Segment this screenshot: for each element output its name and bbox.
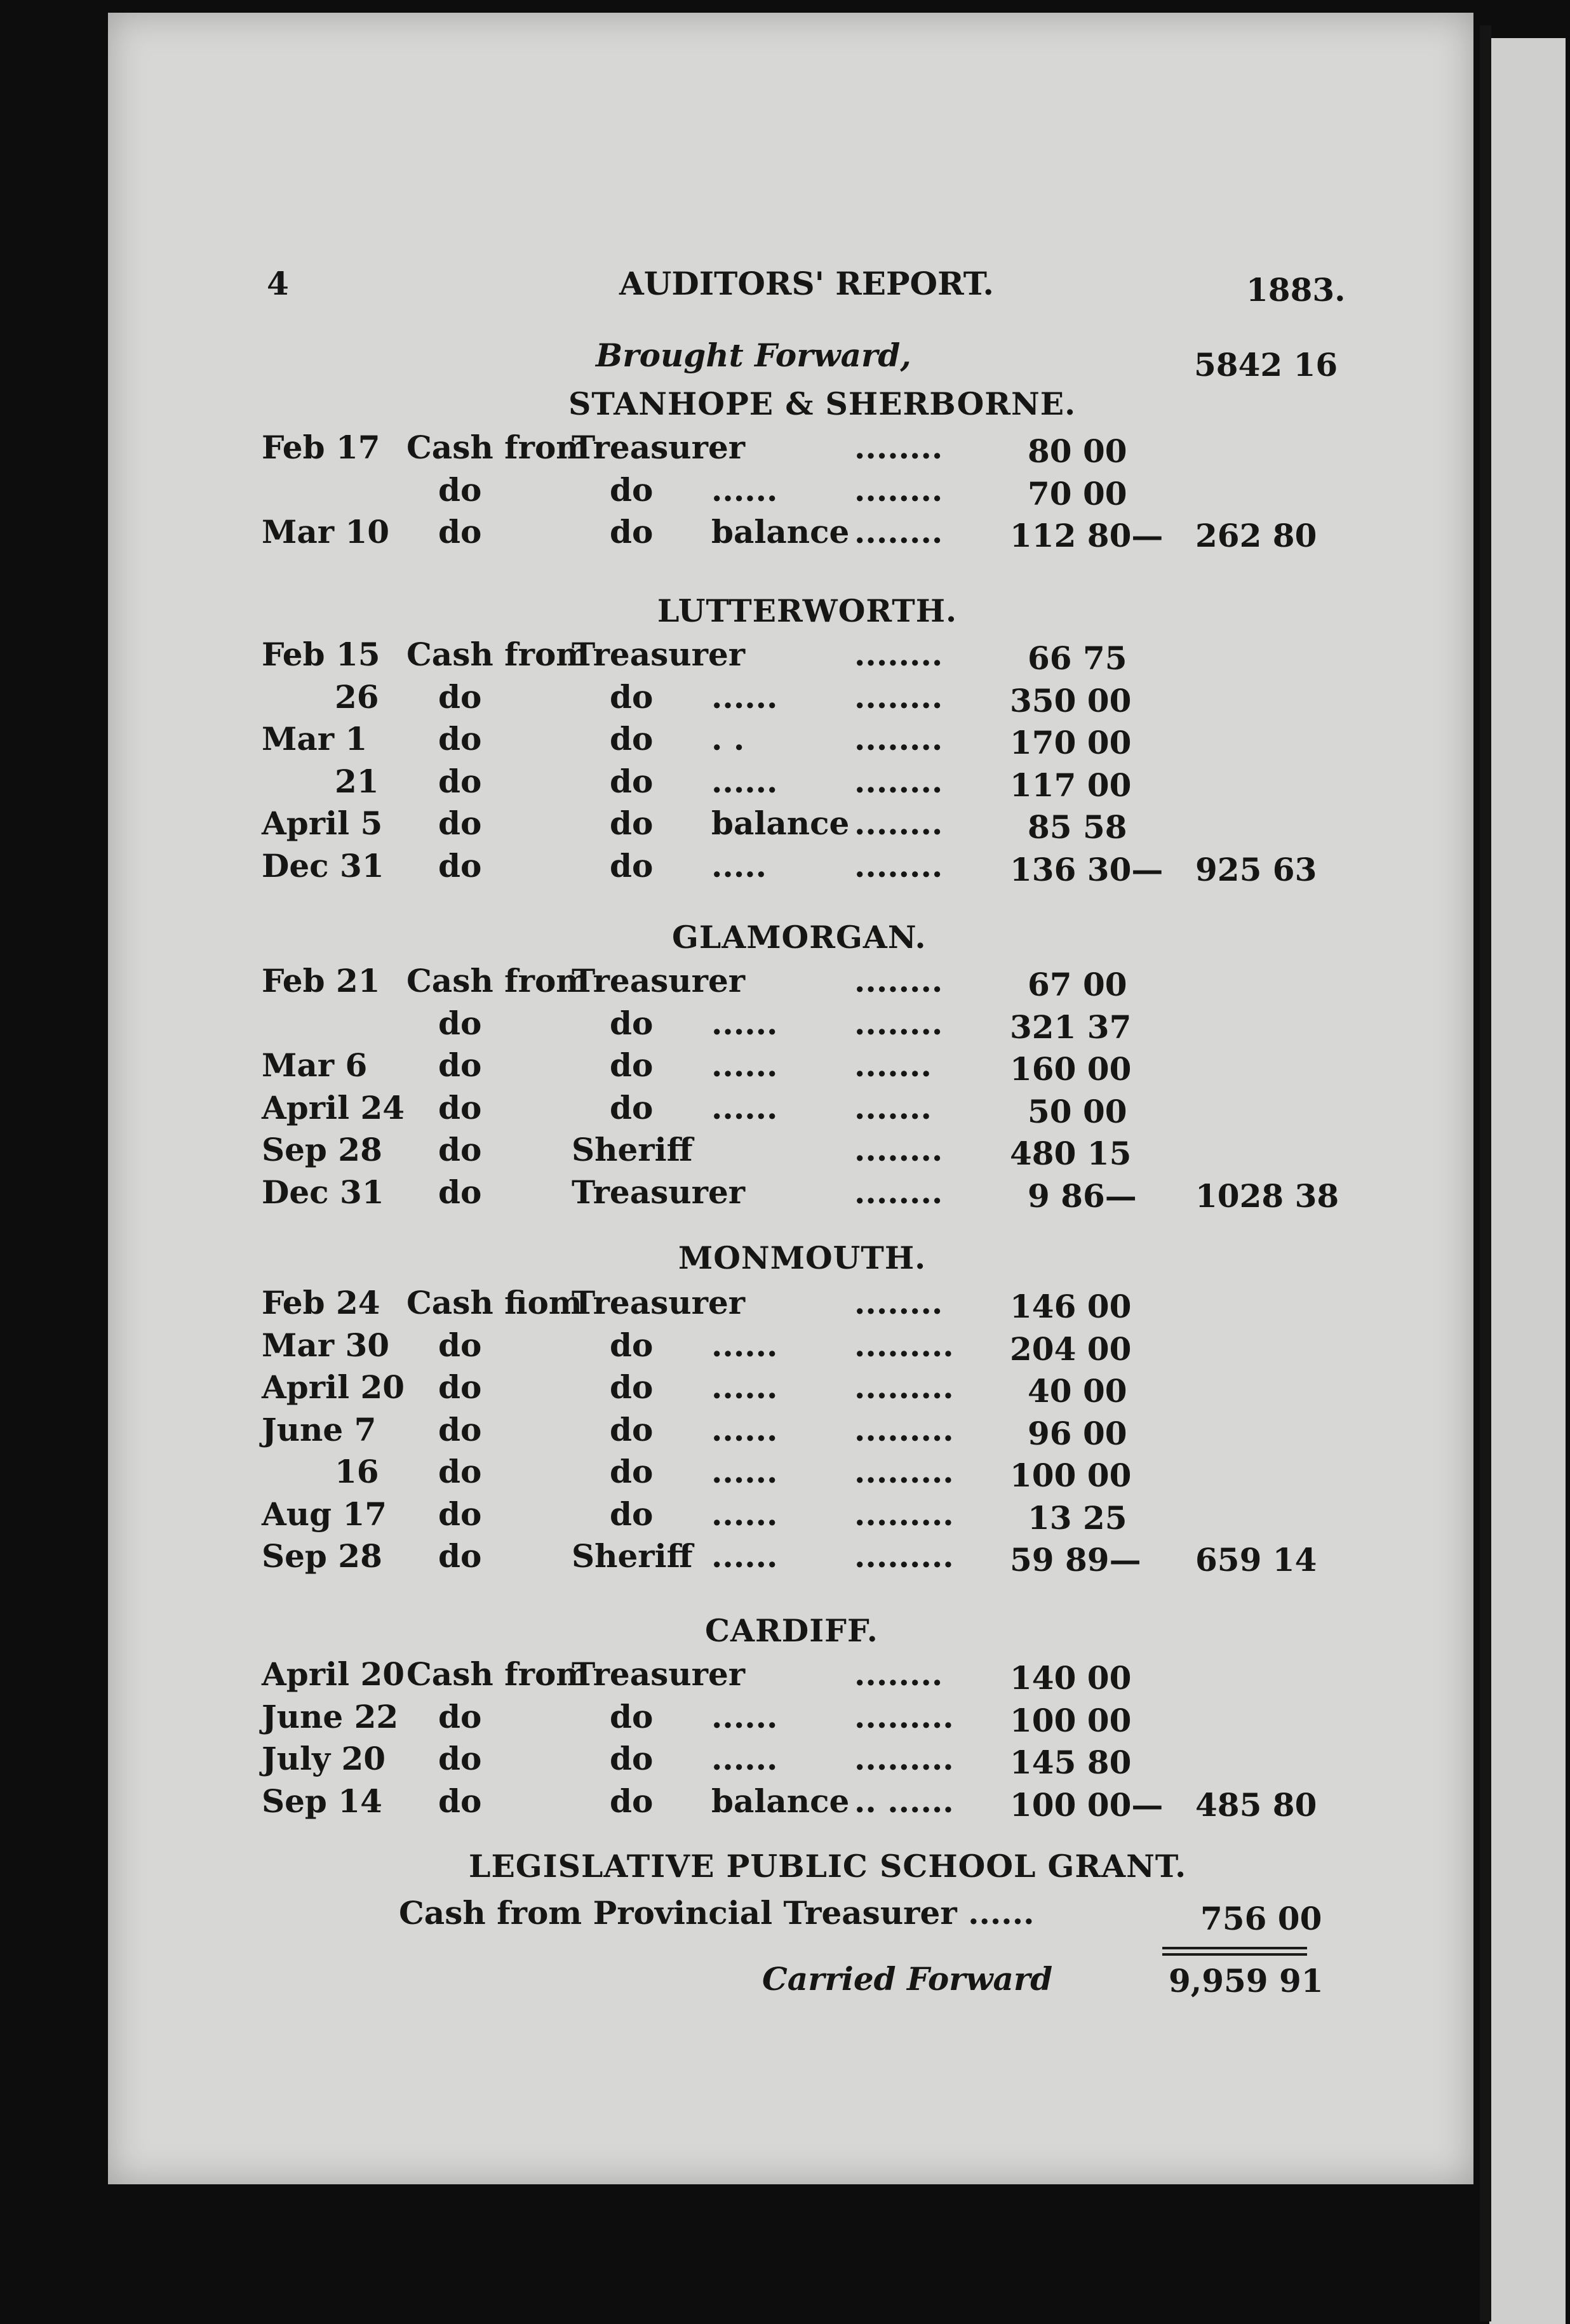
entry-amount: 66 75 [1028,639,1127,677]
entry-amount: 40 00 [1028,1372,1127,1410]
entry-source: do [438,805,482,842]
entry-source: do [438,1046,482,1084]
entry-date: Dec 31 [262,1173,384,1211]
entry-source: do [438,1495,482,1533]
entry-date: 26 [335,678,379,716]
total-rule-double [1162,1953,1307,1956]
total-rule [1162,1947,1307,1949]
adjacent-page-edge [1489,38,1566,2324]
entry-date: Mar 30 [262,1326,390,1364]
entry-amount: 80 00 [1028,432,1127,470]
entry-source: do [438,1537,482,1575]
section-total: 262 80 [1195,517,1317,554]
entry-payer: do [610,1453,654,1490]
entry-note: ...... [711,1740,778,1777]
section-heading: LUTTERWORTH. [657,592,958,629]
entry-date: April 20 [262,1368,405,1406]
entry-payer: do [610,471,654,509]
entry-payer: do [610,1495,654,1533]
entry-source: do [438,1368,482,1406]
entry-payer: do [610,805,654,842]
leader-dots: ........ [854,1005,943,1042]
entry-payer: Sheriff [572,1537,693,1575]
entry-amount: 146 00 [1010,1288,1132,1325]
entry-date: 16 [335,1453,379,1490]
leader-dots: ....... [854,1046,932,1084]
leader-dots: ........ [854,1655,943,1693]
entry-source: Cash from [406,962,590,999]
entry-payer: do [610,1698,654,1735]
entry-note: ...... [711,678,778,716]
section-total: 659 14 [1195,1541,1317,1579]
leader-dots: ......... [854,1537,954,1575]
entry-source: Cash from [406,636,590,673]
entry-payer: do [610,1046,654,1084]
entry-amount: 140 00 [1010,1659,1132,1697]
entry-amount: 170 00 [1010,724,1132,761]
entry-payer: Treasurer [572,1655,746,1693]
grant-amount: 756 00 [1200,1900,1322,1937]
leader-dots: ........ [854,429,943,466]
section-total: 485 80 [1195,1786,1317,1824]
entry-note: balance [711,805,850,842]
report-year: 1883. [1246,271,1346,309]
leader-dots: ......... [854,1495,954,1533]
book-binding-shadow [1480,25,1491,2321]
leader-dots: ......... [854,1453,954,1490]
entry-date: Feb 17 [262,429,380,466]
entry-date: July 20 [262,1740,386,1777]
entry-note: ...... [711,1411,778,1448]
entry-date: April 5 [262,805,383,842]
entry-source: do [438,1131,482,1168]
brought-forward-label: Brought Forward, [596,337,911,374]
entry-payer: do [610,513,654,551]
leader-dots: ....... [854,1089,932,1126]
grant-label: Cash from Provincial Treasurer ...... [399,1894,1035,1932]
entry-source: do [438,1411,482,1448]
entry-amount: 321 37 [1010,1008,1132,1046]
entry-date: Sep 14 [262,1782,382,1820]
entry-amount: 70 00 [1028,475,1127,512]
entry-amount: 100 00— [1010,1786,1164,1824]
entry-payer: Treasurer [572,1284,746,1321]
leader-dots: ......... [854,1368,954,1406]
entry-source: do [438,471,482,509]
leader-dots: ........ [854,678,943,716]
leader-dots: ........ [854,1131,943,1168]
leader-dots: ......... [854,1411,954,1448]
entry-date: 21 [335,763,379,800]
section-heading: GLAMORGAN. [672,919,927,956]
entry-amount: 100 00 [1010,1457,1132,1494]
leader-dots: ........ [854,471,943,509]
entry-source: do [438,678,482,716]
entry-payer: do [610,1411,654,1448]
section-heading: CARDIFF. [705,1612,878,1649]
entry-note: ...... [711,1326,778,1364]
entry-amount: 136 30— [1010,851,1164,888]
entry-source: Cash from [406,1655,590,1693]
entry-source: do [438,1089,482,1126]
entry-date: Sep 28 [262,1537,382,1575]
entry-date: Sep 28 [262,1131,382,1168]
carried-forward-amount: 9,959 91 [1169,1962,1324,2000]
entry-source: do [438,1326,482,1364]
entry-source: do [438,513,482,551]
entry-amount: 85 58 [1028,808,1127,846]
entry-note: ...... [711,763,778,800]
leader-dots: ......... [854,1698,954,1735]
entry-date: Feb 15 [262,636,380,673]
carried-forward-label: Carried Forward [762,1960,1053,1998]
entry-source: do [438,1782,482,1820]
entry-source: do [438,720,482,758]
entry-payer: do [610,1368,654,1406]
entry-note: balance [711,513,850,551]
entry-source: do [438,1173,482,1211]
entry-payer: Treasurer [572,1173,746,1211]
leader-dots: ........ [854,962,943,999]
leader-dots: .. ...... [854,1782,954,1820]
leader-dots: ........ [854,1173,943,1211]
entry-source: do [438,763,482,800]
entry-payer: do [610,1089,654,1126]
entry-amount: 9 86— [1028,1177,1137,1215]
entry-source: do [438,847,482,885]
entry-amount: 350 00 [1010,682,1132,719]
entry-note: ...... [711,1368,778,1406]
entry-note: ...... [711,1698,778,1735]
section-total: 925 63 [1195,851,1317,888]
entry-note: . . [711,720,745,758]
leader-dots: ......... [854,1740,954,1777]
brought-forward-amount: 5842 16 [1194,346,1338,384]
entry-payer: do [610,1005,654,1042]
entry-amount: 13 25 [1028,1499,1127,1537]
leader-dots: ......... [854,1326,954,1364]
entry-amount: 50 00 [1028,1093,1127,1130]
entry-note: ...... [711,1453,778,1490]
entry-payer: Treasurer [572,636,746,673]
entry-amount: 59 89— [1010,1541,1141,1579]
entry-source: do [438,1005,482,1042]
entry-source: Cash from [406,429,590,466]
leader-dots: ........ [854,1284,943,1321]
entry-date: Mar 1 [262,720,368,758]
entry-amount: 145 80 [1010,1744,1132,1781]
leader-dots: ........ [854,805,943,842]
page-title: AUDITORS' REPORT. [619,265,994,302]
entry-note: ...... [711,1089,778,1126]
leader-dots: ........ [854,513,943,551]
entry-source: Cash fiom [406,1284,582,1321]
entry-amount: 100 00 [1010,1702,1132,1739]
entry-payer: do [610,1326,654,1364]
entry-source: do [438,1698,482,1735]
entry-payer: do [610,1740,654,1777]
entry-date: April 20 [262,1655,405,1693]
entry-date: Mar 6 [262,1046,368,1084]
page-number: 4 [267,265,289,302]
entry-date: June 22 [262,1698,399,1735]
entry-source: do [438,1453,482,1490]
entry-note: balance [711,1782,850,1820]
section-heading: MONMOUTH. [678,1239,927,1276]
entry-note: ...... [711,1005,778,1042]
entry-payer: Treasurer [572,429,746,466]
entry-payer: do [610,847,654,885]
entry-payer: do [610,720,654,758]
entry-note: ...... [711,1537,778,1575]
section-total: 1028 38 [1195,1177,1339,1215]
entry-note: ..... [711,847,767,885]
entry-note: ...... [711,1046,778,1084]
entry-amount: 112 80— [1010,517,1164,554]
entry-date: June 7 [262,1411,377,1448]
leader-dots: ........ [854,847,943,885]
entry-date: Mar 10 [262,513,390,551]
entry-amount: 96 00 [1028,1415,1127,1452]
grant-heading: LEGISLATIVE PUBLIC SCHOOL GRANT. [469,1848,1187,1885]
entry-date: Dec 31 [262,847,384,885]
entry-amount: 117 00 [1010,766,1132,804]
entry-date: Aug 17 [262,1495,387,1533]
entry-payer: do [610,1782,654,1820]
entry-note: ...... [711,471,778,509]
section-heading: STANHOPE & SHERBORNE. [568,385,1077,422]
entry-date: Feb 21 [262,962,380,999]
leader-dots: ........ [854,636,943,673]
entry-source: do [438,1740,482,1777]
entry-amount: 160 00 [1010,1050,1132,1088]
leader-dots: ........ [854,720,943,758]
entry-date: April 24 [262,1089,405,1126]
entry-payer: do [610,763,654,800]
entry-date: Feb 24 [262,1284,380,1321]
entry-payer: Sheriff [572,1131,693,1168]
entry-amount: 480 15 [1010,1135,1132,1172]
entry-note: ...... [711,1495,778,1533]
entry-payer: do [610,678,654,716]
leader-dots: ........ [854,763,943,800]
entry-amount: 67 00 [1028,966,1127,1003]
entry-amount: 204 00 [1010,1330,1132,1368]
entry-payer: Treasurer [572,962,746,999]
